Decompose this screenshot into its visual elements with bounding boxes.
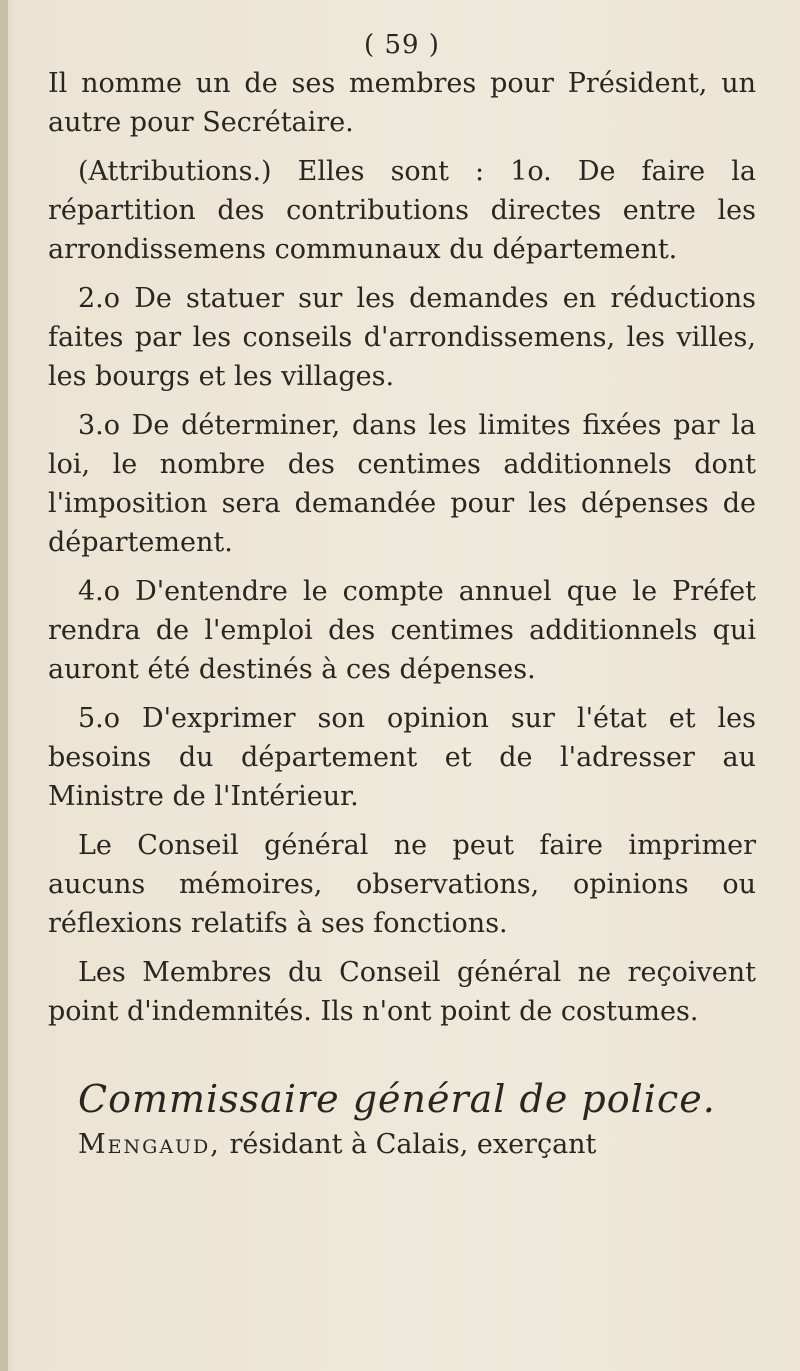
page-number: ( 59 ) xyxy=(364,30,440,60)
paragraph-president: Il nomme un de ses membres pour Président, un autre pour Secrétaire. xyxy=(48,68,756,138)
paragraph-indemnities: Les Membres du Conseil général ne reçoivent point d'indemnités. Ils n'ont point de costumes. xyxy=(48,957,756,1027)
section-heading: Commissaire général de police. xyxy=(78,1077,716,1121)
paragraph-item-3: 3.o De déterminer, dans les limites fixées par la loi, le nombre des centimes additionnels dont l'imposition sera demandée pour les dépenses de département. xyxy=(48,410,756,558)
paragraph-item-5: 5.o D'exprimer son opinion sur l'état et les besoins du département et de l'adresser au Ministre de l'Intérieur. xyxy=(48,703,756,812)
paragraph-item-4: 4.o D'entendre le compte annuel que le Préfet rendra de l'emploi des centimes additionnels qui auront été destinés à ces dépenses. xyxy=(48,576,756,685)
paragraph-printing-rule: Le Conseil général ne peut faire imprimer aucuns mémoires, observations, opinions ou réflexions relatifs à ses fonctions. xyxy=(48,830,756,939)
paragraph-item-2: 2.o De statuer sur les demandes en réductions faites par les conseils d'arrondissemens, les villes, les bourgs et les villages. xyxy=(48,283,756,392)
page-edge xyxy=(0,0,8,1371)
paragraph-attributions: (Attributions.) Elles sont : 1o. De faire la répartition des contributions directes entre les arrondissemens communaux du département. xyxy=(48,156,756,265)
paragraph-commissaire xyxy=(48,1125,756,1164)
line-continuation: résidant à Calais, exerçant xyxy=(220,1129,597,1160)
person-name: Mengaud, xyxy=(78,1129,221,1160)
